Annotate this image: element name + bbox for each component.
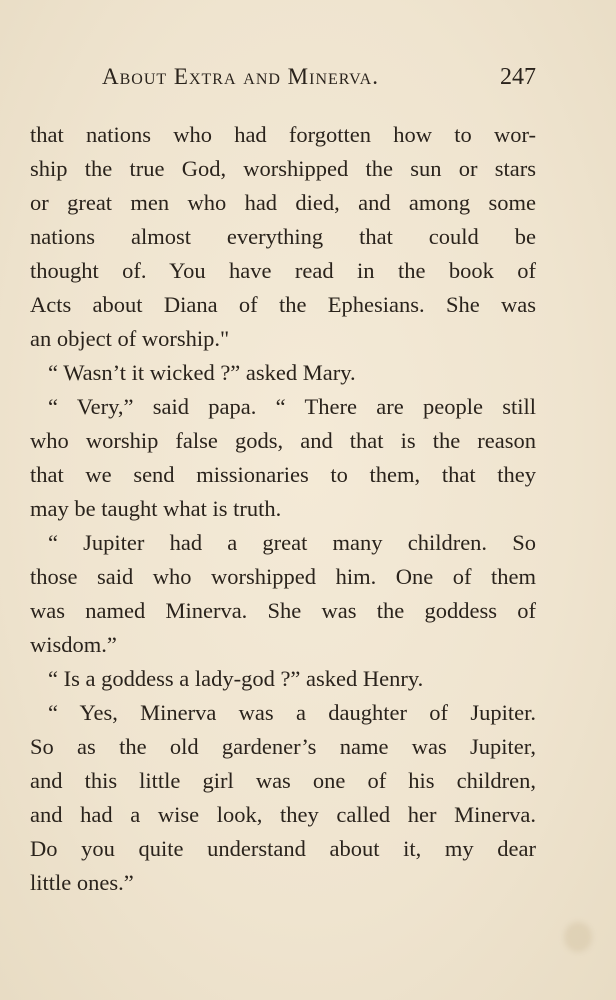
text-line: thought of. You have read in the book of (30, 258, 536, 283)
text-line: “ Is a goddess a lady-god ?” asked Henry. (48, 666, 424, 691)
text-line: was named Minerva. She was the goddess of (30, 598, 536, 623)
text-line: those said who worshipped him. One of them (30, 564, 536, 589)
text-line: an object of worship." (30, 326, 230, 351)
page-number: 247 (500, 64, 536, 90)
text-line: nations almost everything that could be (30, 224, 536, 249)
text-line: wisdom.” (30, 632, 117, 657)
text-line: So as the old gardener’s name was Jupiter, (30, 734, 536, 759)
text-line: may be taught what is truth. (30, 496, 282, 521)
paper-stain (564, 922, 592, 952)
running-title: About Extra and Minerva. (102, 64, 379, 89)
text-line: that nations who had forgotten how to wor- (30, 122, 536, 147)
text-line: who worship false gods, and that is the reason (30, 428, 536, 453)
text-line: or great men who had died, and among some (30, 190, 536, 215)
text-line: “ Yes, Minerva was a daughter of Jupiter. (48, 700, 536, 725)
body-text (30, 118, 536, 900)
text-line: “ Wasn’t it wicked ?” asked Mary. (48, 360, 356, 385)
text-line: “ Jupiter had a great many children. So (48, 530, 536, 555)
text-line: and this little girl was one of his children, (30, 768, 536, 793)
text-line: Acts about Diana of the Ephesians. She was (30, 292, 536, 317)
text-line: that we send missionaries to them, that they (30, 462, 536, 487)
text-line: little ones.” (30, 870, 134, 895)
text-line: and had a wise look, they called her Minerva. (30, 802, 536, 827)
page-header (30, 64, 536, 104)
text-line: Do you quite understand about it, my dear (30, 836, 536, 861)
text-line: ship the true God, worshipped the sun or stars (30, 156, 536, 181)
text-line: “ Very,” said papa. “ There are people still (48, 394, 536, 419)
